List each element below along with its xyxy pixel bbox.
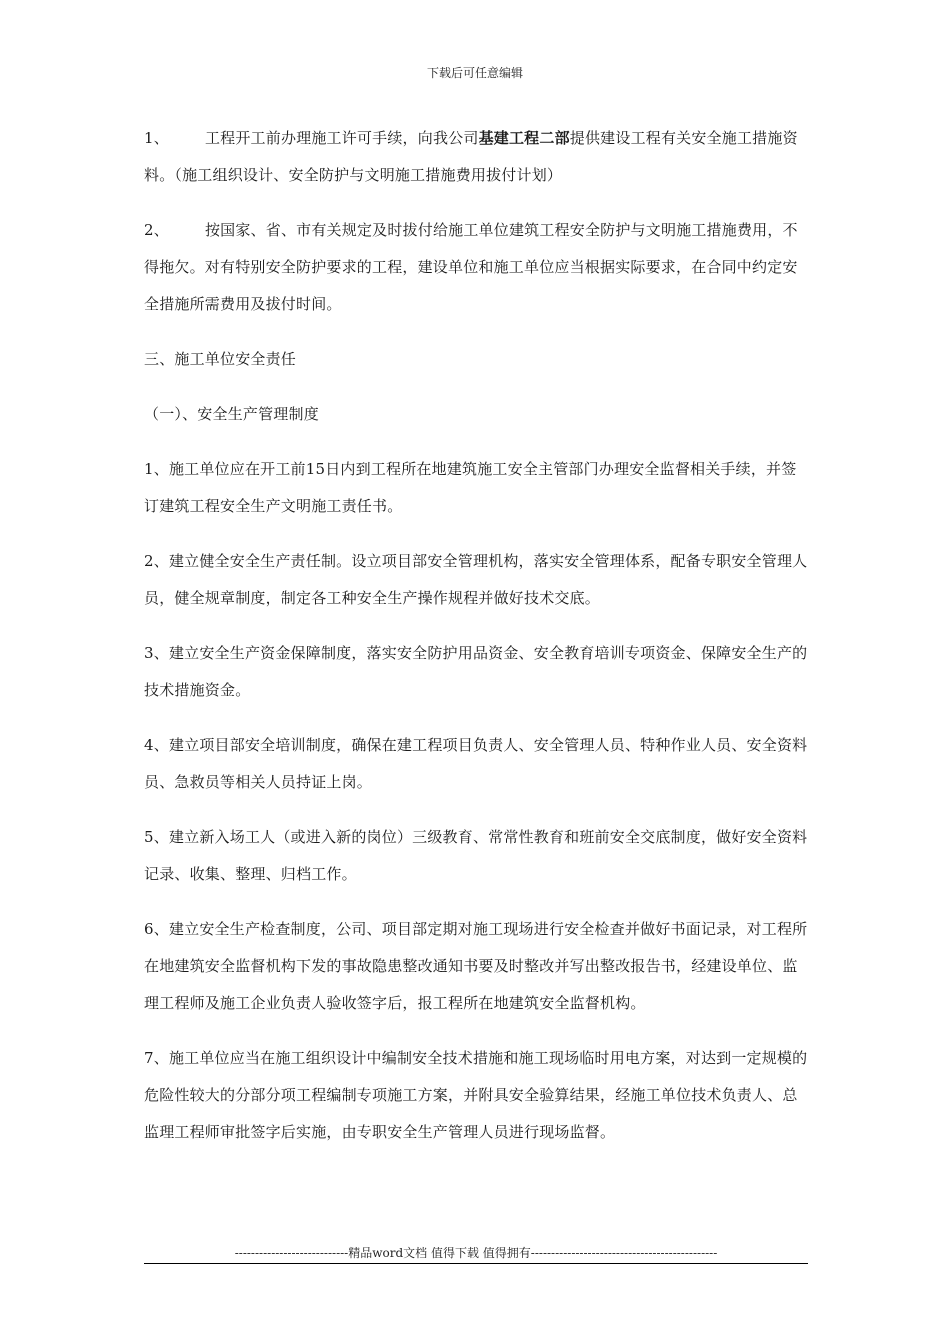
footer-rule (144, 1263, 808, 1264)
list-item: 4、建立项目部安全培训制度，确保在建工程项目负责人、安全管理人员、特种作业人员、安全资料员、急救员等相关人员持证上岗。 (144, 736, 808, 791)
list-item: 5、建立新入场工人（或进入新的岗位）三级教育、常常性教育和班前安全交底制度，做好安全资料记录、收集、整理、归档工作。 (144, 828, 808, 883)
paragraph-number: 1、 (144, 129, 169, 147)
paragraph-text: 提供建设工程有关安全施工措施资料。（施工组织设计、安全防护与文明施工措施费用拔付计划） (144, 129, 798, 184)
emphasized-text: 基建工程二部 (478, 129, 570, 147)
list-item: 6、建立安全生产检查制度，公司、项目部定期对施工现场进行安全检查并做好书面记录，对工程所在地建筑安全监督机构下发的事故隐患整改通知书要及时整改并写出整改报告书，经建设单位、监理工程师及施工企业负责人验收签字后，报工程所在地建筑安全监督机构。 (144, 920, 808, 1012)
list-item: 3、建立安全生产资金保障制度，落实安全防护用品资金、安全教育培训专项资金、保障安全生产的技术措施资金。 (144, 644, 808, 699)
page-header: 下载后可任意编辑 (426, 66, 523, 80)
list-item: 1、施工单位应在开工前15日内到工程所在地建筑施工安全主管部门办理安全监督相关手续，并签订建筑工程安全生产文明施工责任书。 (144, 460, 797, 515)
section-heading: 三、施工单位安全责任 (144, 350, 297, 368)
list-item: 7、施工单位应当在施工组织设计中编制安全技术措施和施工现场临时用电方案，对达到一定规模的危险性较大的分部分项工程编制专项施工方案，并附具安全验算结果，经施工单位技术负责人、总监理工程师审批签字后实施，由专职安全生产管理人员进行现场监督。 (144, 1049, 808, 1141)
list-item: 2、建立健全安全生产责任制。设立项目部安全管理机构，落实安全管理体系，配备专职安全管理人员，健全规章制度，制定各工种安全生产操作规程并做好技术交底。 (144, 552, 808, 607)
paragraph-text: 按国家、省、市有关规定及时拔付给施工单位建筑工程安全防护与文明施工措施费用，不得拖欠。对有特别安全防护要求的工程，建设单位和施工单位应当根据实际要求，在合同中约定安全措施所需费用及拔付时间。 (144, 221, 798, 313)
paragraph-text: 工程开工前办理施工许可手续，向我公司 (204, 129, 479, 147)
subsection-heading: （一）、安全生产管理制度 (144, 405, 319, 423)
paragraph-number: 2、 (144, 221, 169, 239)
paragraph-2 (144, 212, 808, 323)
page-footer: ----------------------------精品word文档 值得下载 值得拥有---------------------------------------------- (234, 1246, 718, 1260)
document-body (144, 120, 808, 1169)
paragraph-1 (144, 120, 808, 194)
